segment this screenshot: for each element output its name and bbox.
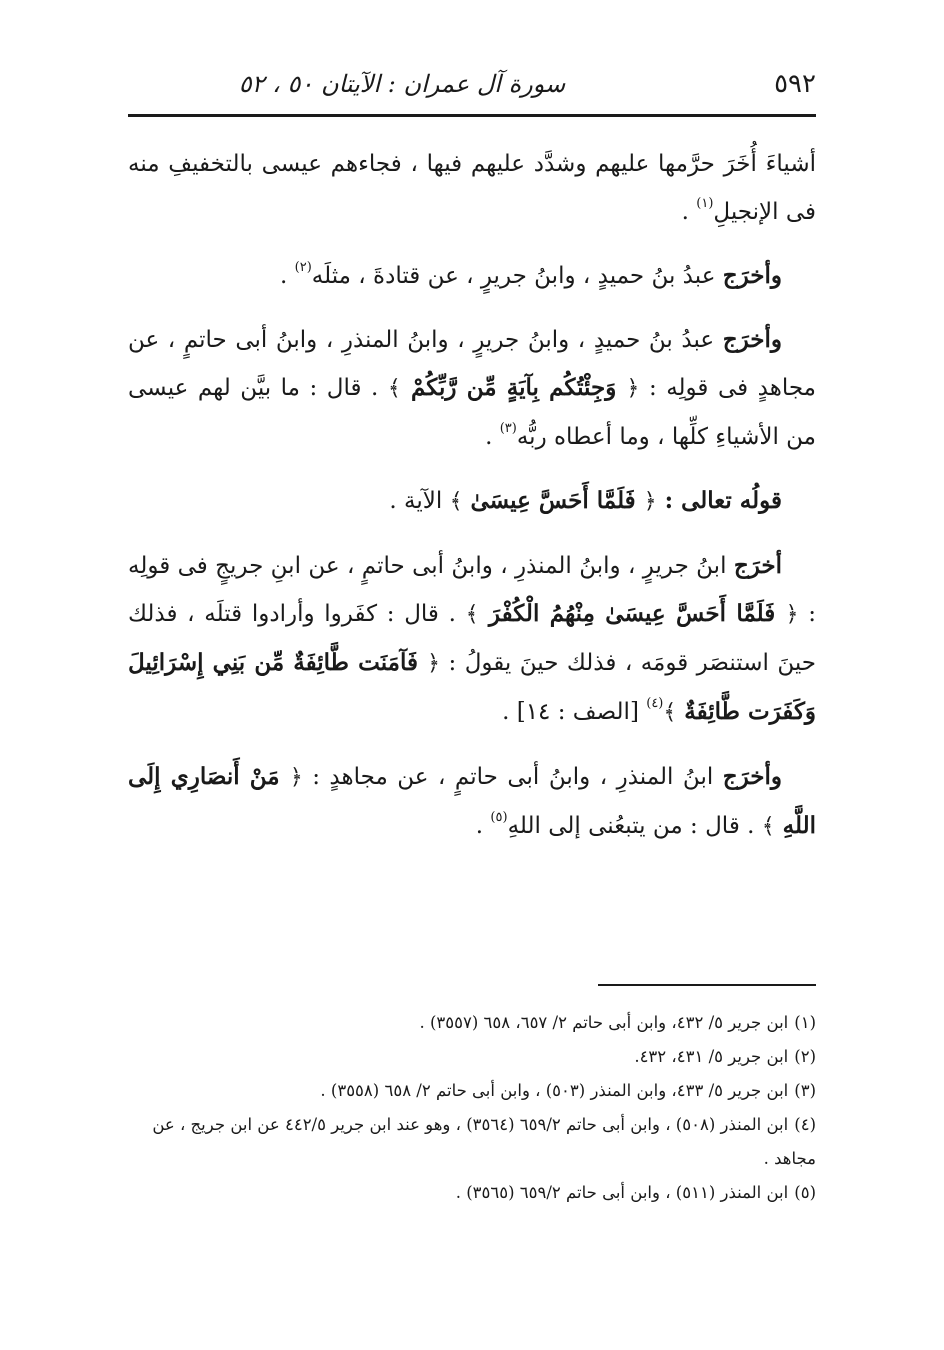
footnote-ref-4: (٤) (646, 696, 664, 711)
quran-quote: وَجِئْتُكُم بِآيَةٍ مِّن رَّبِّكُمْ (400, 374, 627, 401)
section-lead: قولُه تعالى : (656, 487, 782, 514)
lead-word: وأخرَج (722, 763, 782, 790)
quran-quote: فَلَمَّا أَحَسَّ عِيسَىٰ (462, 487, 644, 514)
paragraph-4-heading: قولُه تعالى : ﴿ فَلَمَّا أَحَسَّ عِيسَىٰ ﴾ الآية . (389, 487, 782, 514)
quran-bracket-close: ﴾ (663, 700, 677, 725)
footnote-5: (٥)ابن المنذر (٥١١) ، وابن أبى حاتم ٦٥٩/٢ (٣٥٦٥) . (455, 1183, 816, 1202)
paragraph-2: وأخرَج عبدُ بنُ حميدٍ ، وابنُ جريرٍ ، عن قتادةَ ، مثلَه$^{(٢)}$ . (280, 260, 782, 289)
main-text (128, 140, 816, 867)
lead-word: وأخرَج (722, 262, 782, 289)
page-header (128, 62, 816, 106)
lead-word: أخرَج (733, 552, 782, 579)
quran-quote: فَآمَنَت طَّائِفَةٌ مِّن بَنِي إِسْرَائِيلَ وَكَفَرَت طَّائِفَةٌ (128, 649, 816, 725)
paragraph-5: أخرَج ابنُ جريرٍ ، وابنُ المنذرِ ، وابنُ أبى حاتمٍ ، عن ابنِ جريجٍ فى قولِه : ﴿ فَلَمَّا أَحَسَّ عِيسَىٰ مِنْهُمُ الْكُفْرَ ﴾ . قال : كفَروا وأرادوا قتلَه ، فذلك حينَ استنصَر قومَه ، فذلك حينَ يقولُ : ﴿ فَآمَنَت طَّائِفَةٌ مِّن بَنِي إِسْرَائِيلَ وَكَفَرَت طَّائِفَةٌ ﴾$^{(٤)}$ [الصف : ١٤] . (128, 552, 817, 725)
footnote-separator (598, 984, 816, 986)
footnote-3: (٣)ابن جرير ٥/ ٤٣٣، وابن المنذر (٥٠٣) ، وابن أبى حاتم ٢/ ٦٥٨ (٣٥٥٨) . (320, 1081, 816, 1100)
footnote-2: (٢)ابن جرير ٥/ ٤٣١، ٤٣٢. (634, 1047, 816, 1066)
footnotes (128, 1006, 816, 1210)
quran-quote: مَنْ أَنصَارِي إِلَى اللَّهِ (128, 763, 816, 839)
footnote-ref-2: (٢) (294, 260, 312, 275)
footnote-ref-1: (١) (696, 196, 714, 211)
quran-bracket-open: ﴿ (289, 765, 303, 790)
quran-quote: فَلَمَّا أَحَسَّ عِيسَىٰ مِنْهُمُ الْكُفْرَ (478, 600, 786, 627)
quran-bracket-close: ﴾ (465, 602, 479, 627)
lead-word: وأخرَج (722, 326, 782, 353)
quran-bracket-open: ﴿ (427, 651, 441, 676)
quran-bracket-close: ﴾ (387, 376, 401, 401)
paragraph-1: أشياءَ أُخَرَ حرَّمها عليهم وشدَّد عليهم فيها ، فجاءهم عيسى بالتخفيفِ منه فى الإنجيلِ$^{(١)}$ . (128, 151, 816, 225)
footnote-ref-3: (٣) (499, 421, 517, 436)
quran-bracket-open: ﴿ (643, 489, 657, 514)
running-title: سورة آل عمران : الآيتان ٥٠ ، ٥٢ (238, 70, 566, 98)
paragraph-3: وأخرَج عبدُ بنُ حميدٍ ، وابنُ جريرٍ ، وابنُ المنذرِ ، وابنُ أبى حاتمٍ ، عن مجاهدٍ فى قولِه : ﴿ وَجِئْتُكُم بِآيَةٍ مِّن رَّبِّكُمْ ﴾ . قال : ما بيَّن لهم عيسى من الأشياءِ كلِّها ، وما أعطاه ربُّه$^{(٣)}$ . (128, 326, 816, 450)
paragraph-6: وأخرَج ابنُ المنذرِ ، وابنُ أبى حاتمٍ ، عن مجاهدٍ : ﴿ مَنْ أَنصَارِي إِلَى اللَّهِ ﴾ . قال : من يتبعُنى إلى اللهِ$^{(٥)}$ . (128, 763, 816, 839)
quran-bracket-close: ﴾ (761, 814, 775, 839)
surah-reference: [الصف : ١٤] (516, 699, 647, 725)
header-rule (128, 114, 816, 117)
footnote-ref-5: (٥) (490, 810, 508, 825)
quran-bracket-open: ﴿ (785, 602, 799, 627)
quran-bracket-open: ﴿ (626, 376, 640, 401)
page-number: ٥٩٢ (774, 69, 816, 99)
quran-bracket-close: ﴾ (449, 489, 463, 514)
footnote-4: (٤)ابن المنذر (٥٠٨) ، وابن أبى حاتم ٦٥٩/٢ (٣٥٦٤) ، وهو عند ابن جرير ٤٤٢/٥ عن ابن جريج ، عن مجاهد . (152, 1115, 816, 1168)
footnote-1: (١)ابن جرير ٥/ ٤٣٢، وابن أبى حاتم ٢/ ٦٥٧، ٦٥٨ (٣٥٥٧) . (419, 1013, 816, 1032)
